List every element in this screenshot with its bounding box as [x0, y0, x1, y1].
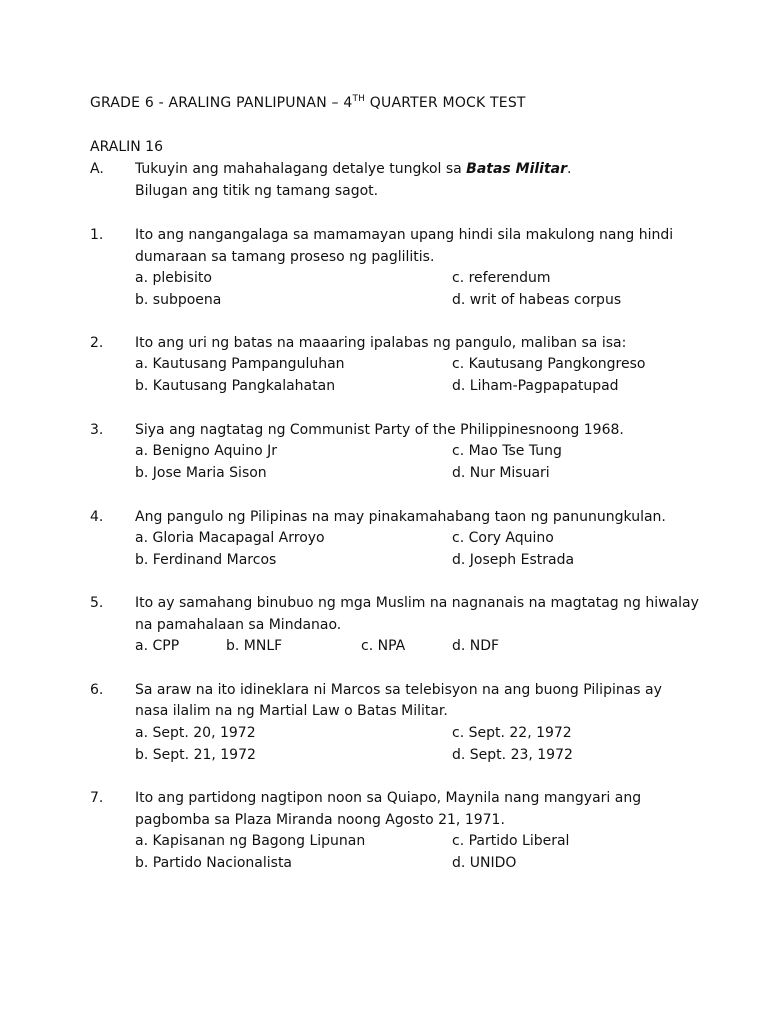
question-number: 6.: [90, 682, 104, 698]
option-d[interactable]: d. NDF: [452, 638, 500, 654]
section-letter: A.: [90, 161, 104, 177]
option-c[interactable]: c. Mao Tse Tung: [452, 443, 562, 459]
option-b[interactable]: b. Ferdinand Marcos: [135, 552, 277, 568]
option-c[interactable]: c. Partido Liberal: [452, 833, 570, 849]
lesson-label: ARALIN 16: [90, 139, 163, 155]
option-a[interactable]: a. Sept. 20, 1972: [135, 725, 256, 741]
question-text: na pamahalaan sa Mindanao.: [135, 617, 342, 633]
question-text: Ito ang partidong nagtipon noon sa Quiapo, Maynila nang mangyari ang: [135, 790, 642, 806]
option-a[interactable]: a. CPP: [135, 638, 180, 654]
option-c[interactable]: c. referendum: [452, 270, 551, 286]
question-text: dumaraan sa tamang proseso ng paglilitis.: [135, 249, 435, 265]
option-a[interactable]: a. Kapisanan ng Bagong Lipunan: [135, 833, 366, 849]
instruction-end: .: [567, 161, 572, 177]
question-text: Ito ang nangangalaga sa mamamayan upang hindi sila makulong nang hindi: [135, 227, 674, 243]
option-d[interactable]: d. UNIDO: [452, 855, 517, 871]
option-a[interactable]: a. Gloria Macapagal Arroyo: [135, 530, 325, 546]
option-b[interactable]: b. subpoena: [135, 292, 222, 308]
title-main: GRADE 6 - ARALING PANLIPUNAN – 4: [90, 95, 353, 111]
instruction-emphasis: Batas Militar: [466, 161, 568, 177]
question-text: Ito ang uri ng batas na maaaring ipalabas ng pangulo, maliban sa isa:: [135, 335, 627, 351]
question-text: Ito ay samahang binubuo ng mga Muslim na nagnanais na magtatag ng hiwalay: [135, 595, 699, 611]
option-d[interactable]: d. Nur Misuari: [452, 465, 550, 481]
question-number: 1.: [90, 227, 104, 243]
option-b[interactable]: b. MNLF: [226, 638, 283, 654]
option-d[interactable]: d. Joseph Estrada: [452, 552, 575, 568]
question-number: 4.: [90, 509, 104, 525]
option-b[interactable]: b. Kautusang Pangkalahatan: [135, 378, 336, 394]
option-c[interactable]: c. NPA: [361, 638, 406, 654]
option-c[interactable]: c. Cory Aquino: [452, 530, 554, 546]
option-a[interactable]: a. Benigno Aquino Jr: [135, 443, 277, 459]
question-text: Sa araw na ito idineklara ni Marcos sa telebisyon na ang buong Pilipinas ay: [135, 682, 662, 698]
option-d[interactable]: d. Sept. 23, 1972: [452, 747, 573, 763]
question-text: Siya ang nagtatag ng Communist Party of the Philippinesnoong 1968.: [135, 422, 624, 438]
question-number: 5.: [90, 595, 104, 611]
option-b[interactable]: b. Sept. 21, 1972: [135, 747, 256, 763]
title-superscript: TH: [352, 94, 366, 104]
option-d[interactable]: d. writ of habeas corpus: [452, 292, 622, 308]
question-number: 3.: [90, 422, 104, 438]
title-suffix: QUARTER MOCK TEST: [365, 95, 526, 111]
option-c[interactable]: c. Kautusang Pangkongreso: [452, 356, 646, 372]
document-title: [90, 94, 526, 111]
option-c[interactable]: c. Sept. 22, 1972: [452, 725, 572, 741]
question-number: 2.: [90, 335, 104, 351]
option-a[interactable]: a. Kautusang Pampanguluhan: [135, 356, 345, 372]
section-instruction-line2: Bilugan ang titik ng tamang sagot.: [135, 183, 379, 199]
question-text: Ang pangulo ng Pilipinas na may pinakamahabang taon ng panunungkulan.: [135, 509, 666, 525]
question-number: 7.: [90, 790, 104, 806]
option-d[interactable]: d. Liham-Pagpapatupad: [452, 378, 619, 394]
option-a[interactable]: a. plebisito: [135, 270, 212, 286]
option-b[interactable]: b. Partido Nacionalista: [135, 855, 293, 871]
option-b[interactable]: b. Jose Maria Sison: [135, 465, 267, 481]
question-text: nasa ilalim na ng Martial Law o Batas Militar.: [135, 703, 448, 719]
question-text: pagbomba sa Plaza Miranda noong Agosto 21, 1971.: [135, 812, 505, 828]
instruction-text: Tukuyin ang mahahalagang detalye tungkol sa: [135, 161, 467, 177]
section-instruction: [135, 159, 571, 180]
